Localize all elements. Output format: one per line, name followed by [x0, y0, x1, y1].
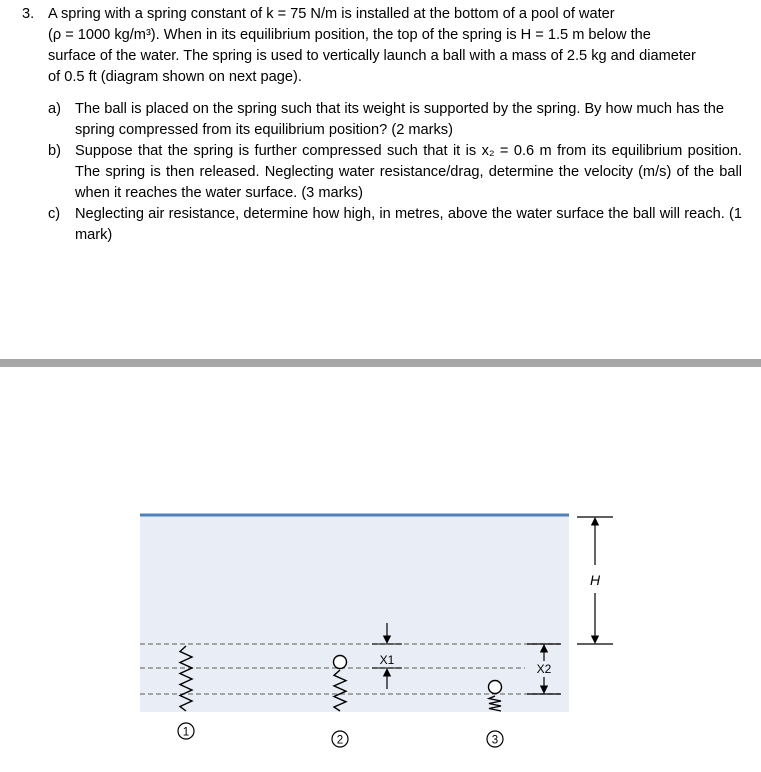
- stem-line-2: (ρ = 1000 kg/m³). When in its equilibrium position, the top of the spring is H = 1.5 m below the: [48, 27, 651, 43]
- part-c: [22, 204, 742, 246]
- problem-number: 3.: [22, 6, 35, 22]
- stem-line-4: of 0.5 ft (diagram shown on next page).: [48, 69, 302, 85]
- problem-3: [22, 4, 742, 246]
- stage-2-number: 2: [336, 734, 344, 747]
- problem-stem: [48, 4, 742, 88]
- spring-pool-diagram: [0, 505, 761, 772]
- page-break-bar: [0, 359, 761, 367]
- x1-label: X1: [379, 653, 395, 667]
- stage-1-number: 1: [182, 726, 190, 739]
- part-a: [22, 99, 742, 141]
- part-b: [22, 141, 742, 204]
- stage-3-number: 3: [491, 734, 499, 747]
- ball-stage-3: [489, 681, 502, 694]
- diagram-svg: [0, 505, 761, 772]
- stem-line-1: A spring with a spring constant of k = 75 N/m is installed at the bottom of a pool of water: [48, 6, 615, 22]
- pool-water: [140, 515, 569, 712]
- problem-parts: [22, 99, 742, 246]
- part-c-label: c): [48, 206, 61, 222]
- part-c-text: Neglecting air resistance, determine how high, in metres, above the water surface the ball will reach. (1 mark): [75, 206, 742, 243]
- stem-line-3: surface of the water. The spring is used to vertically launch a ball with a mass of 2.5 kg and diameter: [48, 48, 696, 64]
- part-a-label: a): [48, 101, 61, 117]
- x2-label: X2: [536, 662, 552, 676]
- part-a-text: The ball is placed on the spring such that its weight is supported by the spring. By how much has the spring compressed from its equilibrium position? (2 marks): [75, 101, 724, 138]
- part-b-label: b): [48, 143, 61, 159]
- ball-stage-2: [334, 656, 347, 669]
- h-label: H: [589, 572, 601, 588]
- part-b-text: Suppose that the spring is further compressed such that it is x₂ = 0.6 m from its equilibrium position. The spring is then released. Neglecting water resistance/drag, determine the velocity (m/s) of the ball when it reaches the water surface. (3 marks): [75, 143, 742, 201]
